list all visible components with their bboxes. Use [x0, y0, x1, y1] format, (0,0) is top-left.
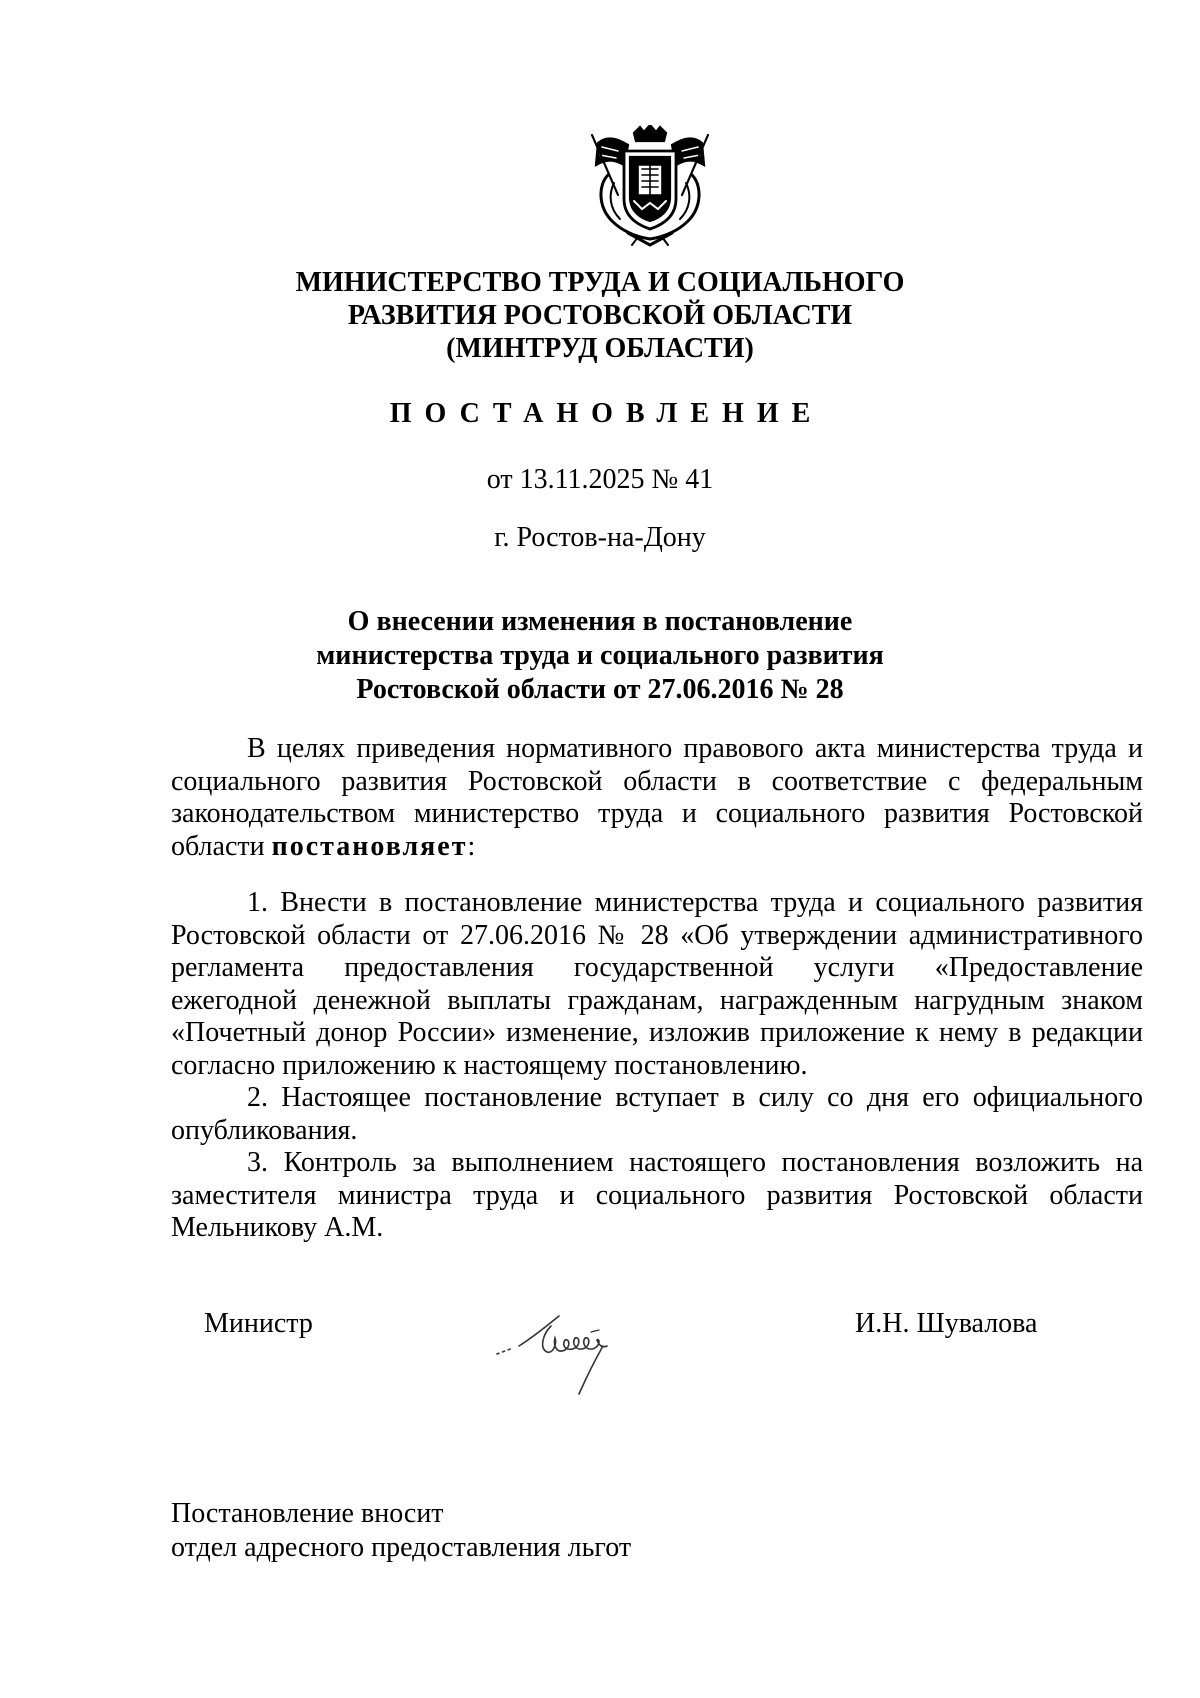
- ministry-name-line: РАЗВИТИЯ РОСТОВСКОЙ ОБЛАСТИ: [347, 300, 853, 331]
- document-subject: [200, 605, 1000, 707]
- resolution-point: 1. Внести в постановление министерства труда и социального развития Ростовской области от 27.06.2016 № 28 «Об утверждении административного регламента предоставления государственной услуги «Предоставление ежегодной денежной выплаты гражданам, награжденным нагрудным знаком «Почетный донор России» изменение, изложив приложение к нему в редакции согласно приложению к настоящему постановлению.: [171, 887, 1143, 1081]
- signatory-title: Министр: [204, 1308, 313, 1339]
- subject-line: О внесении изменения в постановление: [347, 606, 853, 637]
- ministry-name: [200, 266, 1000, 365]
- decision-word: постановляет: [271, 830, 468, 862]
- preamble-colon: :: [467, 830, 476, 862]
- document-city: г. Ростов-на-Дону: [494, 522, 706, 553]
- document-date-number: от 13.11.2025 № 41: [486, 464, 714, 495]
- preamble-text: В целях приведения нормативного правового акта министерства труда и социального развития Ростовской области в соответствие с федеральным законодательством министерство труда и социального развития Ростовской области: [171, 733, 1143, 862]
- footer-line: Постановление вносит: [171, 1498, 444, 1529]
- document-type-heading: ПОСТАНОВЛЕНИЕ: [389, 398, 824, 429]
- preamble: [171, 733, 1143, 863]
- resolution-point: 2. Настоящее постановление вступает в силу со дня его официального опубликования.: [171, 1082, 1143, 1146]
- subject-line: министерства труда и социального развития: [316, 640, 884, 671]
- ministry-abbreviation: (МИНТРУД ОБЛАСТИ): [446, 333, 754, 364]
- footer-line: отдел адресного предоставления льгот: [171, 1532, 632, 1563]
- preamble-paragraph: [171, 733, 1143, 863]
- coat-of-arms-icon: [588, 125, 712, 247]
- resolution-points: [171, 887, 1143, 1245]
- document-footer: [171, 1497, 631, 1565]
- subject-line: Ростовской области от 27.06.2016 № 28: [356, 674, 844, 705]
- handwritten-signature-icon: [495, 1302, 645, 1402]
- signatory-name: И.Н. Шувалова: [855, 1308, 1038, 1339]
- resolution-point: 3. Контроль за выполнением настоящего постановления возложить на заместителя министра труда и социального развития Ростовской области Мельникову А.М.: [171, 1147, 1143, 1243]
- ministry-name-line: МИНИСТЕРСТВО ТРУДА И СОЦИАЛЬНОГО: [295, 267, 905, 298]
